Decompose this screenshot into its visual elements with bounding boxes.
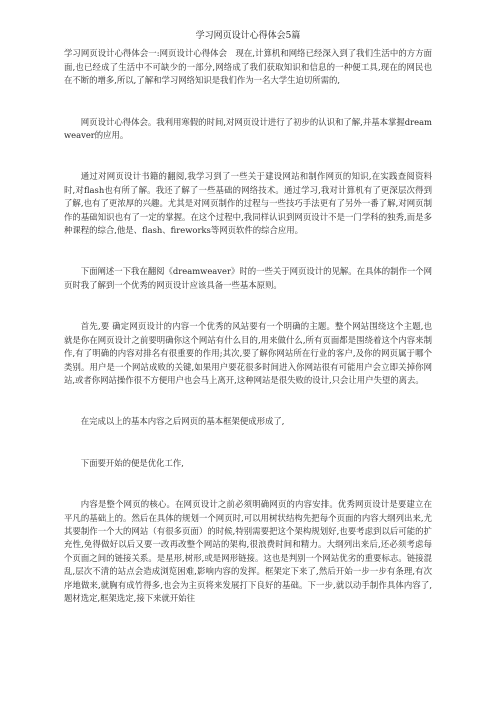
paragraph: 通过对网页设计书籍的翻阅,我学习到了一些关于建设网站和制作网页的知识,在实践查阅资料时,对flash也有所了解。我还了解了一些基础的网络技术。通过学习,我对计算机有了更深层次得到了解,也有了更浓厚的兴趣。尤其是对网页制作的过程与一些技巧手法更有了另外一番了解,对网页制作的基础知识也有了一定的掌握。在这个过程中,我同样认识到网页设计不是一门学科的独秀,而是多种课程的综合,他是、flash、fireworks等网页软件的综合应用。 [64, 171, 432, 236]
paragraph-spacer [64, 387, 432, 415]
paragraph: 网页设计心得体会。我利用寒假的时间,对网页设计进行了初步的认识和了解,并基本掌握dreamweaver的应用。 [64, 116, 432, 141]
paragraph-spacer [64, 470, 432, 498]
paragraph: 首先,要 确定网页设计的内容一个优秀的风站要有一个明确的主题。整个网站围绕这个主题,也就是你在网页设计之前要明确你这个网站有什么目的,用来做什么,所有页面都是围绕着这个内容来制作,有了明确的内容对排名有很重要的作用;其次,要了解你网站所在行业的客户,及你的网页属于哪个类别。用户是一个网站成败的关键,如果用户要花很多时间进入你网站很有可能用户会立即关掉你网站,或者你网站操作很不方便用户也会马上离开,这种网站是很失败的设计,只会让用户失望的离去。 [64, 321, 432, 385]
paragraph: 下面要开始的便是优化工作, [80, 457, 184, 468]
paragraph-spacer [64, 142, 432, 170]
document-title: 学习网页设计心得体会5篇 [195, 31, 301, 41]
paragraph-spacer [64, 237, 432, 265]
paragraph: 下面阐述一下我在翻阅《dreamweaver》时的一些关于网页设计的见解。在具体的制作一个网页时我了解到一个优秀的网页设计应该具备一些基本原则。 [64, 266, 432, 290]
paragraph-spacer [64, 292, 432, 320]
paragraph: 内容是整个网页的核心。在网页设计之前必须明确网页的内容安排。优秀网页设计是要建立在平凡的基础上的。然后在具体的规划一个网页时,可以用树状结构先把每个页面的内容大纲列出来,尤其要制作一个大的网站（有很多页面）的时候,特别需要把这个架构规划好,也要考虑到以后可能的扩充性,免得做好以后又要一改再改整个网站的架构,很浪费时间和精力。大纲列出来后,还必须考虑每个页面之间的链接关系。是星形,树形,或是网形链接。这也是判别一个网站优劣的重要标志。链接混乱,层次不清的站点会造成浏览困难,影响内容的发挥。框架定下来了,然后开始一步一步有条理,有次序地做来,就胸有成竹得多,也会为主页将来发展打下良好的基础。下一步,就以动手制作具体内容了,题材选定,框架选定,接下来就开始往 [64, 499, 432, 603]
paragraph: 在完成以上的基本内容之后网页的基本框架便成形成了, [80, 416, 285, 427]
paragraph-intro: 学习网页设计心得体会一:网页设计心得体会 现在,计算机和网络已经深入到了我们生活中的方方面面,也已经成了生活中不可缺少的一部分,网络成了我们获取知识和信息的一种便工具,现在的网民也在不断的增多,所以,了解和学习网络知识是我们作为一名大学生迫切所需的, [64, 48, 432, 86]
paragraph-spacer [64, 429, 432, 457]
paragraph-spacer [64, 88, 432, 116]
